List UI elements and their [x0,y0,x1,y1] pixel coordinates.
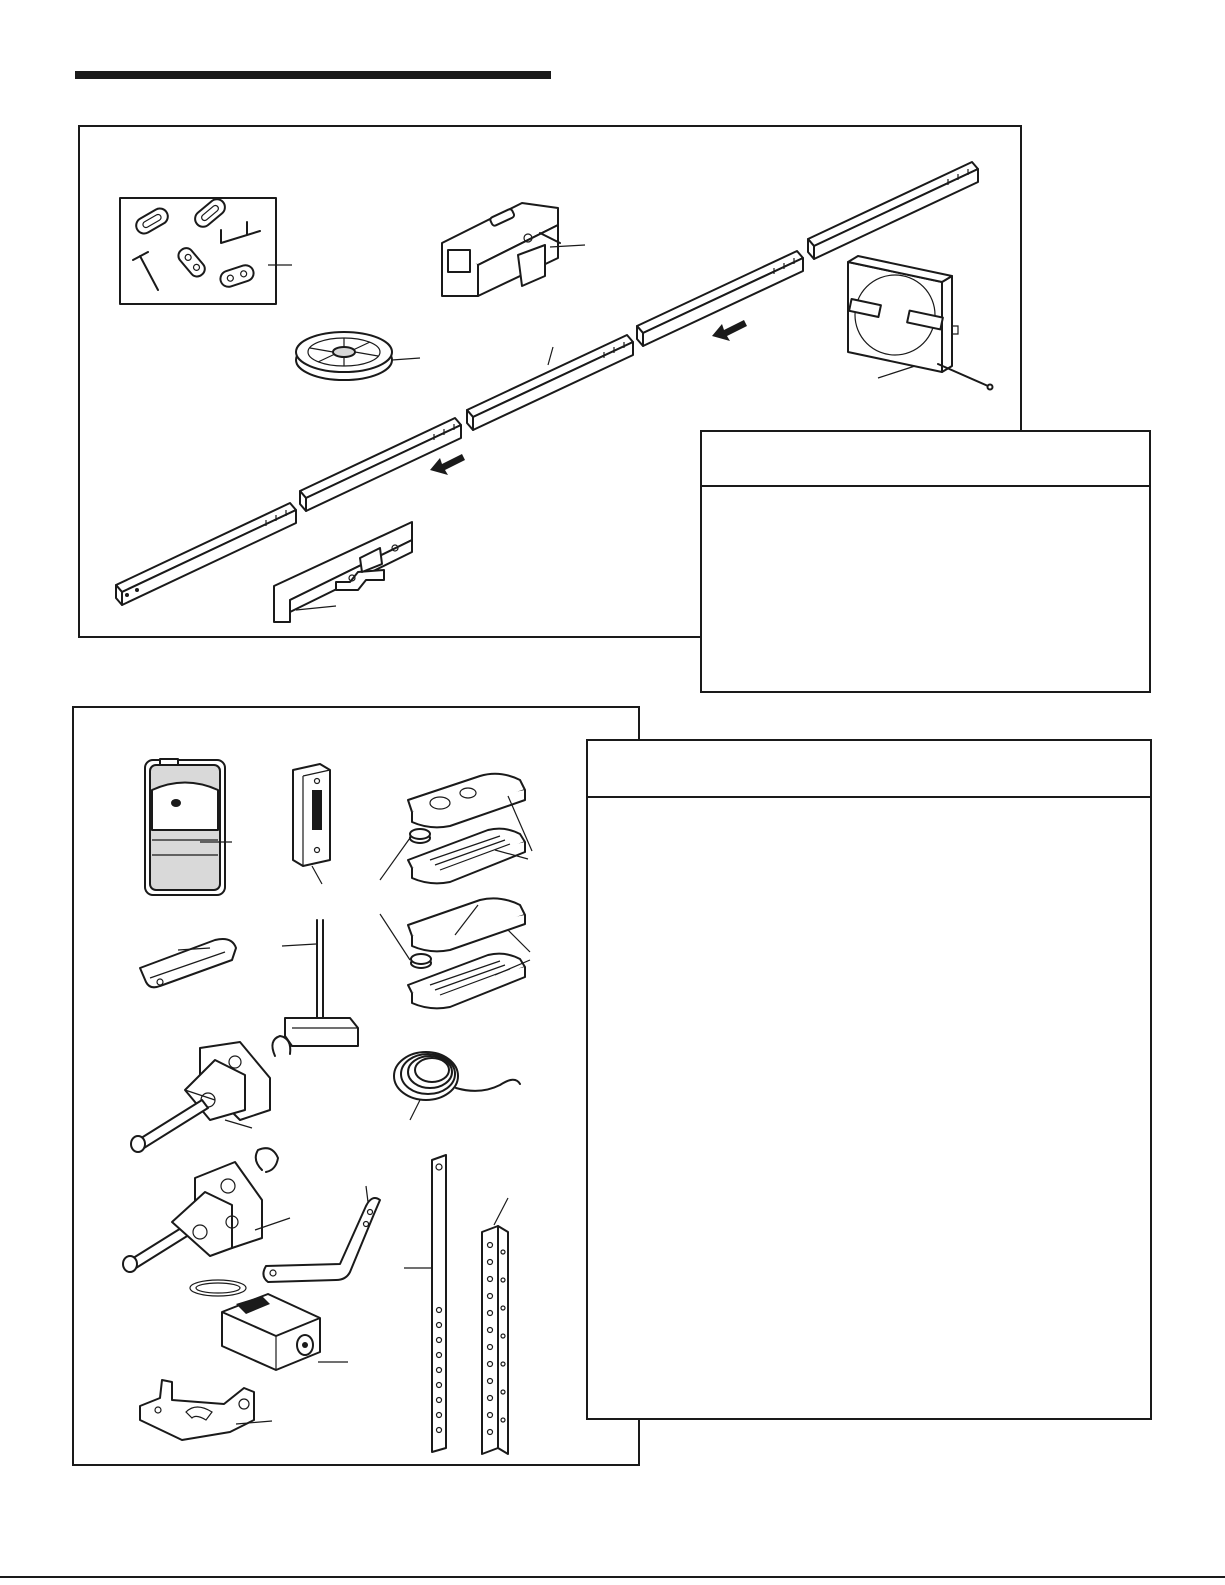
door-control-icon [293,764,330,884]
remote-case-icon [408,774,532,884]
remote-control-icon [145,759,232,895]
emergency-release-rope-icon [282,920,358,1046]
bell-wire-icon [394,1052,520,1120]
safety-sensor-icon [190,1280,348,1370]
remote-case-icon [408,898,530,1008]
door-bracket-icon [172,1162,290,1256]
hardware-parts-list-title [588,741,1150,798]
sensor-bracket-icon [140,1380,272,1440]
hanging-bracket-icon [482,1198,508,1454]
hardware-parts-list-box [586,739,1152,1420]
visor-clip-icon [140,939,236,987]
straight-door-arm-icon [404,1155,446,1452]
curved-door-arm-icon [263,1186,380,1282]
footer-rule [0,1576,1225,1578]
